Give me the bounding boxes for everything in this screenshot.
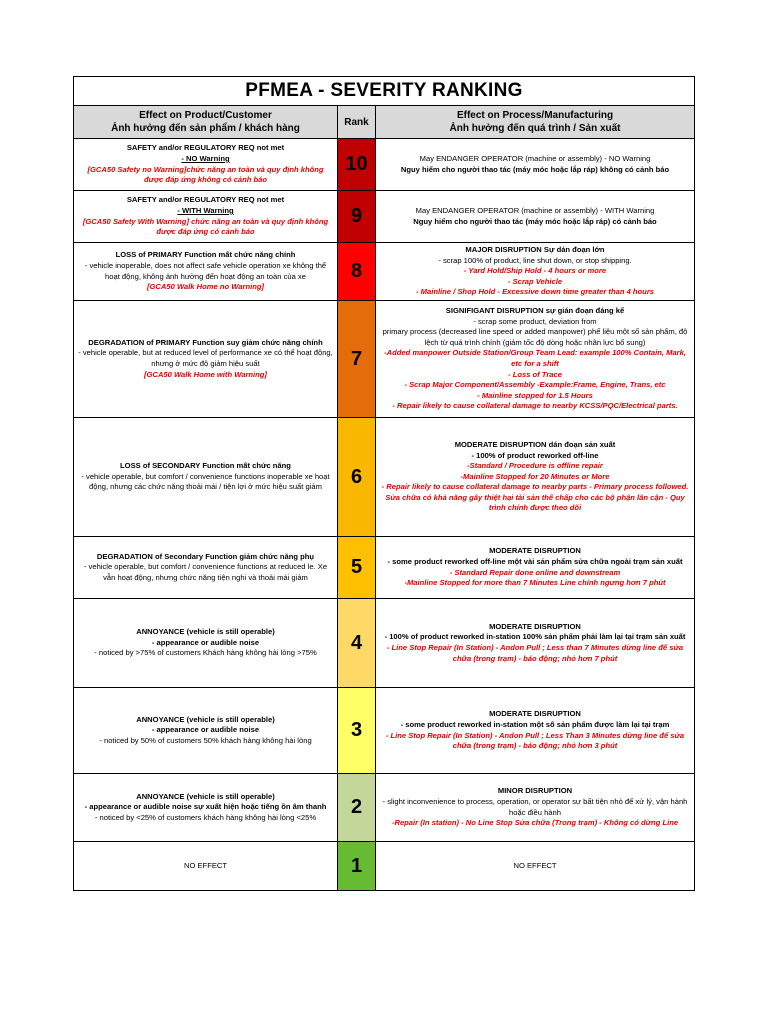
table-row	[74, 688, 695, 774]
customer-effect-line: [GCA50 Walk Home with Warning]	[144, 369, 267, 379]
customer-effect-cell	[74, 139, 338, 191]
customer-effect-line: LOSS of PRIMARY Function mất chức năng chính	[115, 250, 296, 260]
rank-badge: 9	[338, 191, 376, 243]
process-effect-line: - Scrap Vehicle	[507, 276, 563, 286]
process-effect-cell	[376, 139, 695, 191]
customer-effect-line: ANNOYANCE (vehicle is still operable)	[136, 627, 275, 637]
rank-badge: 10	[338, 139, 376, 191]
customer-effect-line: ANNOYANCE (vehicle is still operable)	[136, 714, 275, 724]
process-effect-line: - Yard Hold/Ship Hold - 4 hours or more	[463, 266, 607, 276]
rank-badge: 7	[338, 301, 376, 418]
table-row	[74, 537, 695, 599]
process-effect-cell	[376, 774, 695, 842]
process-effect-cell	[376, 599, 695, 688]
table-row	[74, 774, 695, 842]
process-effect-cell	[376, 301, 695, 418]
process-effect-line: - Mainline stopped for 1.5 Hours	[477, 390, 593, 400]
process-effect-line: - Mainline / Shop Hold - Excessive down time greater than 4 hours	[416, 287, 654, 297]
header-rank: Rank	[338, 106, 376, 139]
customer-effect-line: SAFETY and/or REGULATORY REQ not met	[126, 195, 285, 205]
table-row	[74, 599, 695, 688]
process-effect-line: - 100% of product reworked off-line	[471, 450, 599, 460]
header-process	[376, 106, 695, 139]
process-effect-line: - scrap some product, deviation from	[473, 316, 597, 326]
process-effect-line: - some product reworked in-station một số sản phẩm được làm lại tại trạm	[400, 719, 670, 729]
customer-effect-line: - appearance or audible noise	[151, 637, 260, 647]
customer-effect-line: - vehicle inoperable, does not affect safe vehicle operation xe không thể hoạt động, không ảnh hưởng đến hoạt động an toàn của xe	[84, 260, 327, 281]
process-effect-cell	[376, 243, 695, 301]
severity-table	[73, 76, 695, 891]
header-customer-en: Effect on Product/Customer	[139, 110, 272, 121]
process-effect-line: -Added manpower Outside Station/Group Team Lead: example 100% Contain, Mark, etc for a shift	[384, 348, 686, 368]
table-row	[74, 418, 695, 537]
customer-effect-line: - vehicle operable, but comfort / convenience functions at reduced le. Xe vẫn hoạt động, nhưng chức năng tiện nghi và thoải mái giảm	[83, 562, 328, 582]
rank-badge: 1	[338, 842, 376, 891]
process-effect-cell	[376, 688, 695, 774]
process-effect-line: May ENDANGER OPERATOR (machine or assembly) - WITH Warning	[415, 205, 655, 215]
page-title: PFMEA - SEVERITY RANKING	[74, 77, 695, 106]
process-effect-line: SIGNIFIGANT DISRUPTION sự gián đoạn đáng kể	[445, 306, 625, 316]
table-row	[74, 301, 695, 418]
process-effect-line: -Standard / Procedure is offline repair	[467, 461, 603, 471]
table-row	[74, 243, 695, 301]
customer-effect-line: ANNOYANCE (vehicle is still operable)	[136, 791, 275, 801]
customer-effect-cell	[74, 842, 338, 891]
customer-effect-line: DEGRADATION of PRIMARY Function suy giảm chức năng chính	[88, 337, 323, 347]
customer-effect-cell	[74, 774, 338, 842]
table-row	[74, 842, 695, 891]
header-process-en: Effect on Process/Manufacturing	[456, 110, 614, 121]
customer-effect-cell	[74, 537, 338, 599]
rank-badge: 2	[338, 774, 376, 842]
process-effect-line: - some product reworked off-line một vài sản phẩm sửa chữa ngoài trạm sản xuất	[387, 556, 683, 566]
process-effect-line: Nguy hiểm cho người thao tác (máy móc hoặc lắp ráp) không có cảnh báo	[400, 164, 670, 174]
process-effect-line: MAJOR DISRUPTION Sự dán đoạn lớn	[465, 245, 605, 255]
process-effect-line: - 100% of product reworked in-station 100% sản phẩm phải làm lại tại trạm sản xuất	[384, 632, 686, 642]
customer-effect-cell	[74, 418, 338, 537]
customer-effect-line: - appearance or audible noise	[151, 725, 260, 735]
process-effect-line: - Repair likely to cause collateral damage to nearby KCSS/PQC/Electrical parts.	[392, 401, 678, 411]
customer-effect-cell	[74, 243, 338, 301]
customer-effect-line: - vehicle operable, but at reduced level of performance xe có thể hoạt động, nhưng ở mức độ giảm hiệu suất	[78, 348, 333, 368]
header-process-vi: Ảnh hưởng đến quá trình / Sản xuất	[449, 123, 621, 134]
process-effect-line: MODERATE DISRUPTION	[489, 546, 581, 556]
process-effect-line: - slight inconvenience to process, operation, or operator sự bất tiện nhỏ để xử lý, vận hành hoặc điều hành	[382, 796, 688, 817]
rank-badge: 8	[338, 243, 376, 301]
customer-effect-line: [GCA50 Safety With Warning] chức năng an toàn và quy định không được đáp ứng có cảnh báo	[82, 216, 329, 237]
process-effect-line: -Mainline Stopped for more than 7 Minutes Line chính ngưng hơn 7 phút	[404, 578, 666, 588]
process-effect-cell	[376, 418, 695, 537]
customer-effect-line: SAFETY and/or REGULATORY REQ not met	[126, 143, 285, 153]
customer-effect-line: - appearance or audible noise sự xuất hiện hoặc tiếng ồn âm thanh	[84, 802, 327, 812]
process-effect-line: - scrap 100% of product, line shut down, or stop shipping.	[438, 255, 632, 265]
customer-effect-cell	[74, 688, 338, 774]
process-effect-line: MODERATE DISRUPTION dán đoạn sản xuất	[454, 439, 616, 449]
process-effect-cell	[376, 537, 695, 599]
table-row	[74, 191, 695, 243]
process-effect-line: - Loss of Trace	[508, 369, 562, 379]
process-effect-line: -Repair (In station) - No Line Stop Sửa chữa (Trong trạm) - Không có dừng Line	[391, 818, 679, 828]
rank-badge: 5	[338, 537, 376, 599]
customer-effect-line: LOSS of SECONDARY Function mất chức năng	[120, 461, 291, 471]
customer-effect-line: [GCA50 Safety no Warning]chức năng an toàn và quy định không được đáp ứng không có cảnh báo	[87, 164, 324, 185]
process-effect-line: - Line Stop Repair (In Station) - Andon Pull ; Less than 7 Minutes dừng line để sửa chữa (trong trạm) - báo động; nhỏ hơn 7 phút	[386, 643, 684, 663]
process-effect-line: Nguy hiểm cho người thao tác (máy móc hoặc lắp ráp) có cảnh báo	[413, 216, 657, 226]
process-effect-line: - Repair likely to cause collateral damage to nearby parts - Primary process followed. Sửa chữa có khả năng gây thiệt hại tài sản thế chấp cho các bộ phận lân cận - Quy trình chính được theo dõi	[381, 482, 689, 513]
customer-effect-line: [GCA50 Walk Home no Warning]	[146, 282, 264, 292]
process-effect-line: - Standard Repair done online and downstream	[449, 567, 621, 577]
customer-effect-line: - WITH Warning	[177, 205, 234, 215]
customer-effect-cell	[74, 301, 338, 418]
process-effect-line: MODERATE DISRUPTION	[489, 709, 581, 719]
severity-rows	[74, 139, 695, 891]
customer-effect-line: - noticed by 50% of customers 50% khách hàng không hài lòng	[99, 735, 312, 745]
customer-effect-line: - vehicle operable, but comfort / convenience functions inoperable xe hoạt động, nhưng các chức năng thoải mái / tiện lợi ở mức hiệu suất giảm	[81, 471, 330, 492]
process-effect-line: MODERATE DISRUPTION	[489, 621, 581, 631]
process-effect-line: primary process (decreased line speed or added manpower) phế liệu một số sản phẩm, độ lệch từ quá trình chính (giảm tốc độ dòng hoặc nhân lực bổ sung)	[382, 327, 688, 347]
customer-effect-line: - noticed by <25% of customers khách hàng không hài lòng <25%	[94, 812, 317, 822]
rank-badge: 3	[338, 688, 376, 774]
customer-effect-cell	[74, 191, 338, 243]
customer-effect-line: - NO Warning	[181, 153, 230, 163]
rank-badge: 4	[338, 599, 376, 688]
header-customer	[74, 106, 338, 139]
table-row	[74, 139, 695, 191]
customer-effect-line: NO EFFECT	[183, 860, 228, 870]
process-effect-line: MINOR DISRUPTION	[497, 786, 573, 796]
process-effect-cell	[376, 842, 695, 891]
process-effect-line: -Mainline Stopped for 20 Minutes or More	[460, 471, 610, 481]
rank-badge: 6	[338, 418, 376, 537]
header-customer-vi: Ảnh hưởng đến sản phẩm / khách hàng	[111, 123, 300, 134]
customer-effect-line: - noticed by >75% of customers Khách hàng không hài lòng >75%	[94, 648, 317, 658]
process-effect-line: - Scrap Major Component/Assembly -Example:Frame, Engine, Trans, etc	[404, 380, 666, 390]
process-effect-cell	[376, 191, 695, 243]
process-effect-line: - Line Stop Repair (In Station) - Andon Pull ; Less Than 3 Minutes dừng line để sửa chữa (trong trạm) - báo động; nhỏ hơn 3 phút	[385, 730, 685, 751]
process-effect-line: NO EFFECT	[513, 860, 557, 870]
customer-effect-line: DEGRADATION of Secondary Function giảm chức năng phụ	[96, 551, 315, 561]
customer-effect-cell	[74, 599, 338, 688]
process-effect-line: May ENDANGER OPERATOR (machine or assembly) - NO Warning	[419, 153, 651, 163]
